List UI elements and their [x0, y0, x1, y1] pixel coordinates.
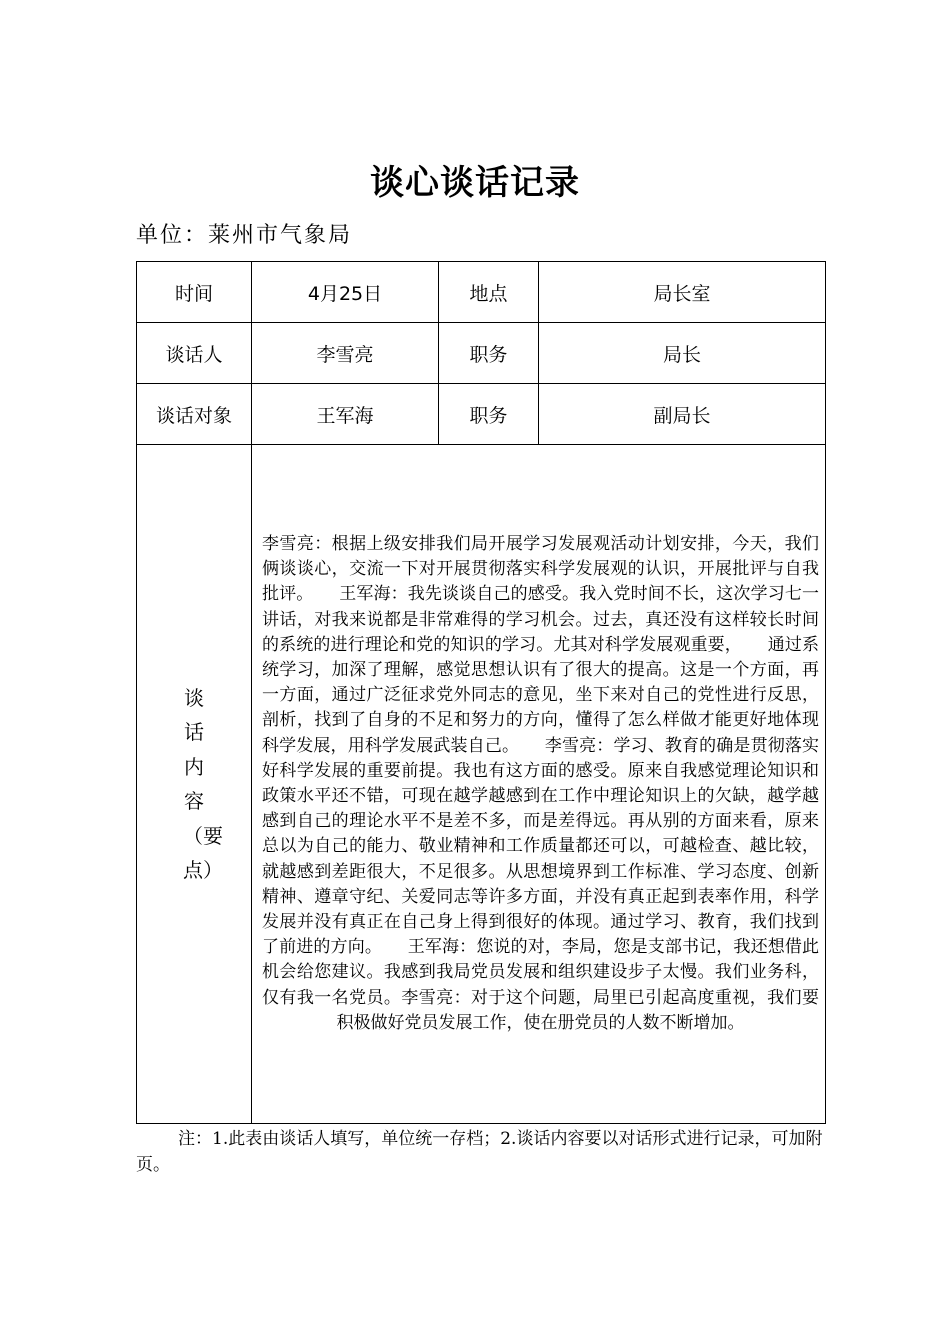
speaker-label: 谈话人: [137, 323, 252, 384]
footnote: 注：1.此表由谈话人填写，单位统一存档；2.谈话内容要以对话形式进行记录，可加附页。: [136, 1129, 823, 1175]
speaker-position-value: 局长: [539, 323, 826, 384]
speaker-position-label: 职务: [439, 323, 539, 384]
target-position-value: 副局长: [539, 384, 826, 445]
record-table: [136, 261, 826, 1124]
content-label: 谈话内容（要点）: [183, 685, 223, 882]
table-row-target: [137, 384, 826, 445]
unit-line: 单位：莱州市气象局: [136, 223, 353, 248]
table-row-time: [137, 262, 826, 323]
time-value: 4月25日: [252, 262, 439, 323]
table-row-speaker: [137, 323, 826, 384]
target-label: 谈话对象: [137, 384, 252, 445]
place-value: 局长室: [539, 262, 826, 323]
content-cell: [252, 445, 826, 1124]
content-text: 李雪亮：根据上级安排我们局开展学习发展观活动计划安排，今天，我们俩谈谈心，交流一下对开展贯彻落实科学发展观的认识，开展批评与自我批评。 王军海：我先谈谈自己的感受。我入党时间不长，这次学习七一讲话，对我来说都是非常难得的学习机会。过去，真还没有这样较长时间的系统的进行理论和党的知识的学习。尤其对科学发展观重要， 通过系统学习，加深了理解，感觉思想认识有了很大的提高。这是一个方面，再一方面，通过广泛征求党外同志的意见，坐下来对自己的党性进行反思，剖析，找到了自身的不足和努力的方向，懂得了怎么样做才能更好地体现科学发展，用科学发展武装自己。 李雪亮：学习、教育的确是贯彻落实好科学发展的重要前提。我也有这方面的感受。原来自我感觉理论知识和政策水平还不错，可现在越学越感到在工作中理论知识上的欠缺，越学越感到自己的理论水平不是差不多，而是差得远。再从别的方面来看，原来总以为自己的能力、敬业精神和工作质量都还可以，可越检查、越比较，就越感到差距很大，不足很多。从思想境界到工作标准、学习态度、创新精神、遵章守纪、关爱同志等许多方面，并没有真正起到表率作用，科学发展并没有真正在自己身上得到很好的体现。通过学习、教育，我们找到了前进的方向。 王军海：您说的对，李局，您是支部书记，我还想借此机会给您建议。我感到我局党员发展和组织建设步子太慢。我们业务科，仅有我一名党员。李雪亮：对于这个问题，局里已引起高度重视，我们要积极做好党员发展工作，使在册党员的人数不断增加。: [262, 533, 819, 1033]
table-row-content: [137, 445, 826, 1124]
target-value: 王军海: [252, 384, 439, 445]
speaker-value: 李雪亮: [252, 323, 439, 384]
time-label: 时间: [137, 262, 252, 323]
place-label: 地点: [439, 262, 539, 323]
document-title: 谈心谈话记录: [370, 163, 580, 203]
content-label-cell: [137, 445, 252, 1124]
target-position-label: 职务: [439, 384, 539, 445]
